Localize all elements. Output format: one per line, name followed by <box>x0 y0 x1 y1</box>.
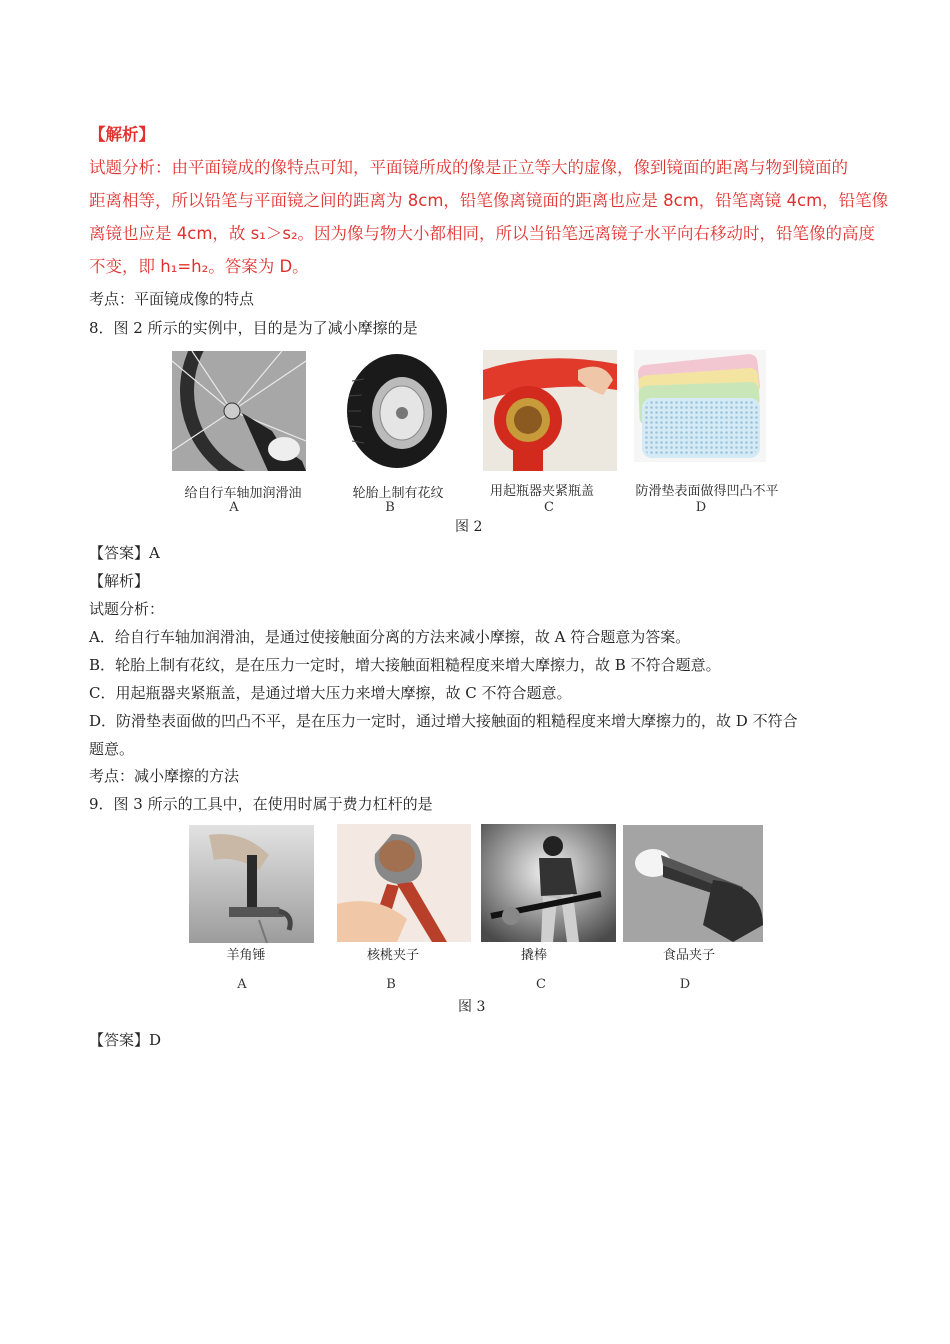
q9-answer: 【答案】D <box>89 1031 162 1049</box>
fig2-caption-d: 防滑垫表面做得凹凸不平 <box>635 484 779 499</box>
fig3-letter-c: C <box>536 977 546 992</box>
q8-analysis-intro: 试题分析： <box>89 600 165 618</box>
fig3-letter-b: B <box>386 977 396 992</box>
analysis-line-4: 不变，即 h₁=h₂。答案为 D。 <box>89 257 309 276</box>
fig3-letter-a: A <box>237 977 247 992</box>
fig2-caption-c: 用起瓶器夹紧瓶盖 <box>489 484 594 499</box>
fig2-caption-a: 给自行车轴加润滑油 <box>184 486 302 501</box>
q8-answer: 【答案】A <box>89 544 160 562</box>
q8-option-d-analysis: D．防滑垫表面做的凹凸不平，是在压力一定时，通过增大接触面的粗糙程度来增大摩擦力的，故 D 不符合 <box>89 712 798 730</box>
fig3-caption-b: 核桃夹子 <box>366 948 419 963</box>
photo-food-tongs <box>623 825 763 942</box>
fig3-caption-a: 羊角锤 <box>226 948 266 963</box>
photo-bottle-opener <box>483 350 617 471</box>
photo-nutcracker <box>337 824 471 942</box>
q8-option-b-analysis: B．轮胎上制有花纹，是在压力一定时，增大接触面粗糙程度来增大摩擦力，故 B 不符合题意。 <box>89 656 721 674</box>
photo-tire-tread <box>334 351 460 471</box>
photo-bicycle-oiling <box>172 351 306 471</box>
q7-knowledge-point: 考点：平面镜成像的特点 <box>89 290 255 308</box>
fig3-caption-d: 食品夹子 <box>662 948 715 963</box>
fig2-letter-a: A <box>229 500 239 515</box>
fig2-letter-d: D <box>695 500 707 515</box>
fig3-caption-c: 撬棒 <box>520 948 547 963</box>
analysis-header: 【解析】 <box>89 125 155 144</box>
analysis-line-3: 离镜也应是 4cm，故 s₁＞s₂。因为像与物大小都相同，所以当铅笔远离镜子水平向右移动时，铅笔像的高度 <box>89 224 876 243</box>
q8-option-c-analysis: C．用起瓶器夹紧瓶盖，是通过增大压力来增大摩擦，故 C 不符合题意。 <box>89 684 572 702</box>
photo-crowbar <box>481 824 616 942</box>
q8-option-d-analysis-cont: 题意。 <box>89 740 135 758</box>
fig2-letter-b: B <box>385 500 395 515</box>
analysis-line-2: 距离相等，所以铅笔与平面镜之间的距离为 8cm，铅笔像离镜面的距离也应是 8cm，铅笔离镜 4cm，铅笔像 <box>89 191 889 210</box>
q8-knowledge-point: 考点：减小摩擦的方法 <box>89 767 240 785</box>
figure-3-label: 图 3 <box>458 999 486 1015</box>
photo-claw-hammer <box>189 825 314 943</box>
fig3-letter-d: D <box>679 977 691 992</box>
q8-stem: 8．图 2 所示的实例中，目的是为了减小摩擦的是 <box>89 319 418 337</box>
fig2-caption-b: 轮胎上制有花纹 <box>352 486 444 501</box>
analysis-line-1: 试题分析：由平面镜成的像特点可知，平面镜所成的像是正立等大的虚像，像到镜面的距离与物到镜面的 <box>89 158 848 177</box>
q8-option-a-analysis: A．给自行车轴加润滑油，是通过使接触面分离的方法来减小摩擦，故 A 符合题意为答案。 <box>89 628 691 646</box>
q9-stem: 9．图 3 所示的工具中，在使用时属于费力杠杆的是 <box>89 795 433 813</box>
fig2-letter-c: C <box>544 500 554 515</box>
figure-2-label: 图 2 <box>455 519 483 535</box>
q8-analysis-header: 【解析】 <box>89 572 150 590</box>
photo-antislip-mat <box>634 350 766 462</box>
